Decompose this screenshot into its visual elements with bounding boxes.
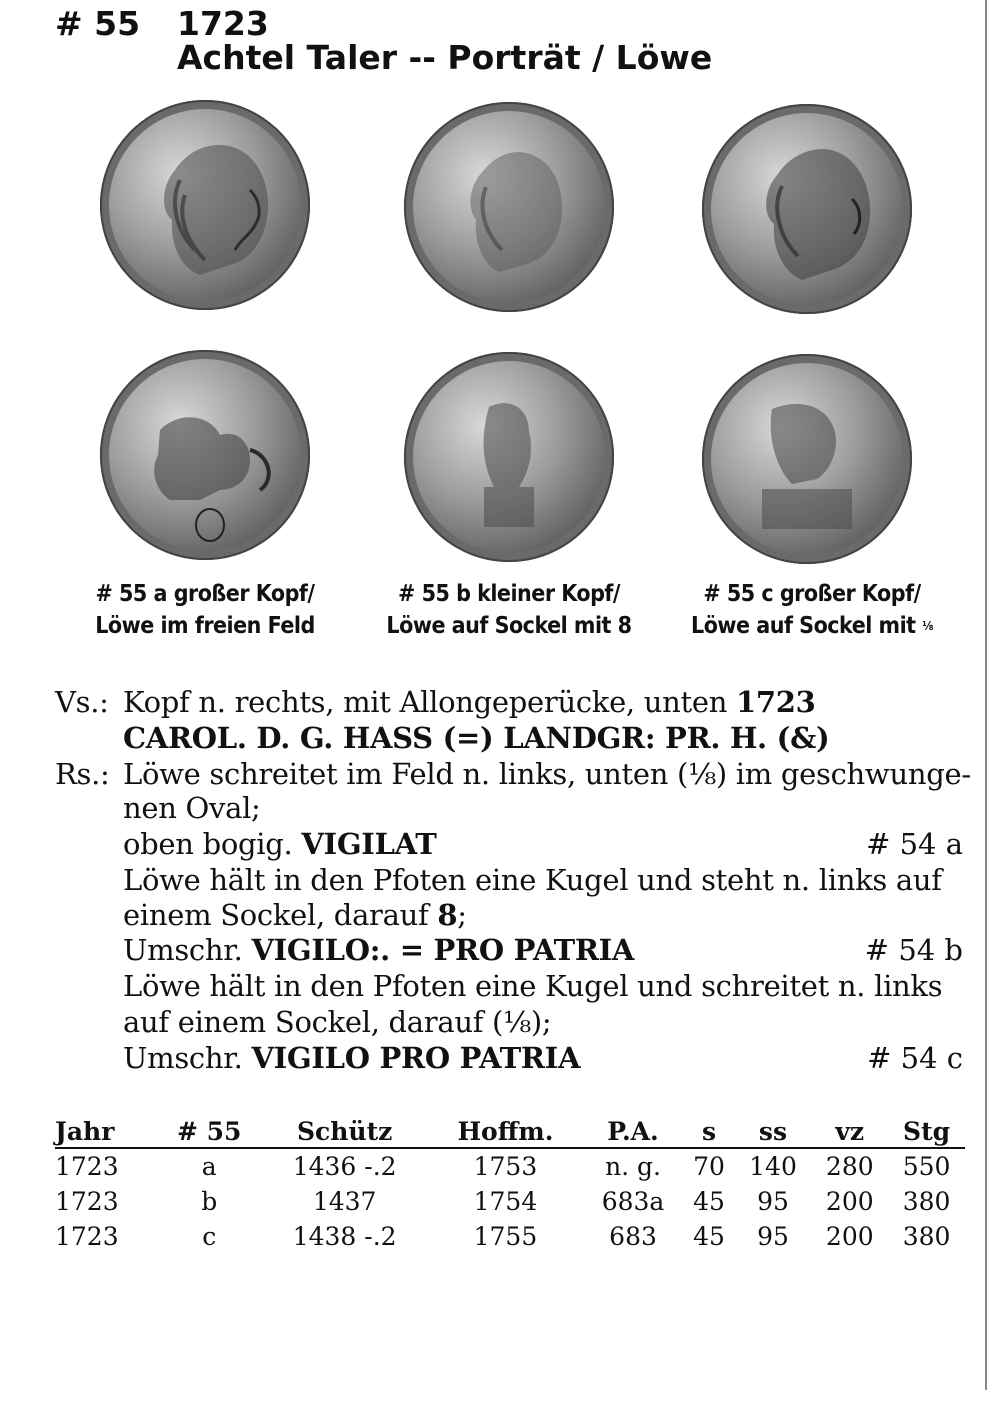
catalog-title: Achtel Taler -- Porträt / Löwe [177, 38, 713, 77]
catalog-year: 1723 [177, 4, 269, 43]
portrait-head-icon [702, 104, 912, 314]
table-header-row [55, 1115, 965, 1148]
rs-line8: auf einem Sockel, darauf (⅛); [123, 1005, 552, 1039]
caption-55c [662, 578, 962, 642]
rs-line4: Löwe hält in den Pfoten eine Kugel und steht n. links auf [123, 863, 942, 897]
col-stg: Stg [888, 1115, 965, 1148]
rs-line2: nen Oval; [123, 791, 261, 825]
catalog-number: # 55 [55, 4, 141, 43]
col-ss: ss [735, 1115, 812, 1148]
vs-label: Vs.: [55, 685, 109, 719]
rs-line1: Löwe schreitet im Feld n. links, unten (⅛) im geschwunge- [123, 757, 971, 791]
col-s: s [683, 1115, 734, 1148]
lion-on-pedestal-icon [702, 354, 912, 564]
ref-54a: # 54 a [866, 827, 963, 861]
coin-obverse-b [404, 102, 614, 312]
lion-on-pedestal-icon [404, 352, 614, 562]
coin-obverse-a [100, 100, 310, 310]
rs-line6: Umschr. VIGILO:. = PRO PATRIA [123, 933, 635, 967]
caption-55b [359, 578, 659, 642]
caption-55a [55, 578, 355, 642]
ref-54b: # 54 b [864, 933, 963, 967]
col-schuetz: Schütz [261, 1115, 428, 1148]
col-hoffm: Hoffm. [428, 1115, 582, 1148]
rs-line3: oben bogig. VIGILAT [123, 827, 437, 861]
portrait-head-icon [404, 102, 614, 312]
caption-line1: # 55 a großer Kopf/ [95, 581, 315, 607]
col-number: # 55 [157, 1115, 261, 1148]
caption-line2: Löwe auf Sockel mit 8 [386, 613, 632, 639]
coin-reverse-a [100, 350, 310, 560]
price-table [55, 1115, 965, 1254]
col-jahr: Jahr [55, 1115, 157, 1148]
page-edge-rule [985, 0, 987, 1390]
caption-line1: # 55 c großer Kopf/ [703, 581, 921, 607]
table-row: 1723 b 1437 1754 683a 45 95 200 380 [55, 1187, 951, 1216]
col-pa: P.A. [583, 1115, 684, 1148]
caption-line2: Löwe im freien Feld [95, 613, 315, 639]
ref-54c: # 54 c [867, 1041, 963, 1075]
rs-label: Rs.: [55, 757, 110, 791]
rs-line7: Löwe hält in den Pfoten eine Kugel und schreitet n. links [123, 969, 943, 1003]
lion-icon [100, 350, 310, 560]
table-row: 1723 c 1438 -.2 1755 683 45 95 200 380 [55, 1222, 951, 1251]
caption-line2 [662, 610, 962, 642]
table-row: 1723 a 1436 -.2 1753 n. g. 70 140 280 550 [55, 1152, 951, 1181]
vs-legend: CAROL. D. G. HASS (=) LANDGR: PR. H. (&) [123, 721, 830, 755]
caption-fraction: ⅛ [922, 619, 933, 633]
vs-line1: Kopf n. rechts, mit Allongeperücke, unten 1723 [123, 685, 816, 719]
rs-line5: einem Sockel, darauf 8; [123, 898, 467, 932]
caption-line2-text: Löwe auf Sockel mit [691, 613, 916, 639]
coin-reverse-c [702, 354, 912, 564]
col-vz: vz [811, 1115, 888, 1148]
coin-reverse-b [404, 352, 614, 562]
coin-obverse-c [702, 104, 912, 314]
portrait-head-icon [100, 100, 310, 310]
rs-line9: Umschr. VIGILO PRO PATRIA [123, 1041, 581, 1075]
caption-line1: # 55 b kleiner Kopf/ [398, 581, 620, 607]
